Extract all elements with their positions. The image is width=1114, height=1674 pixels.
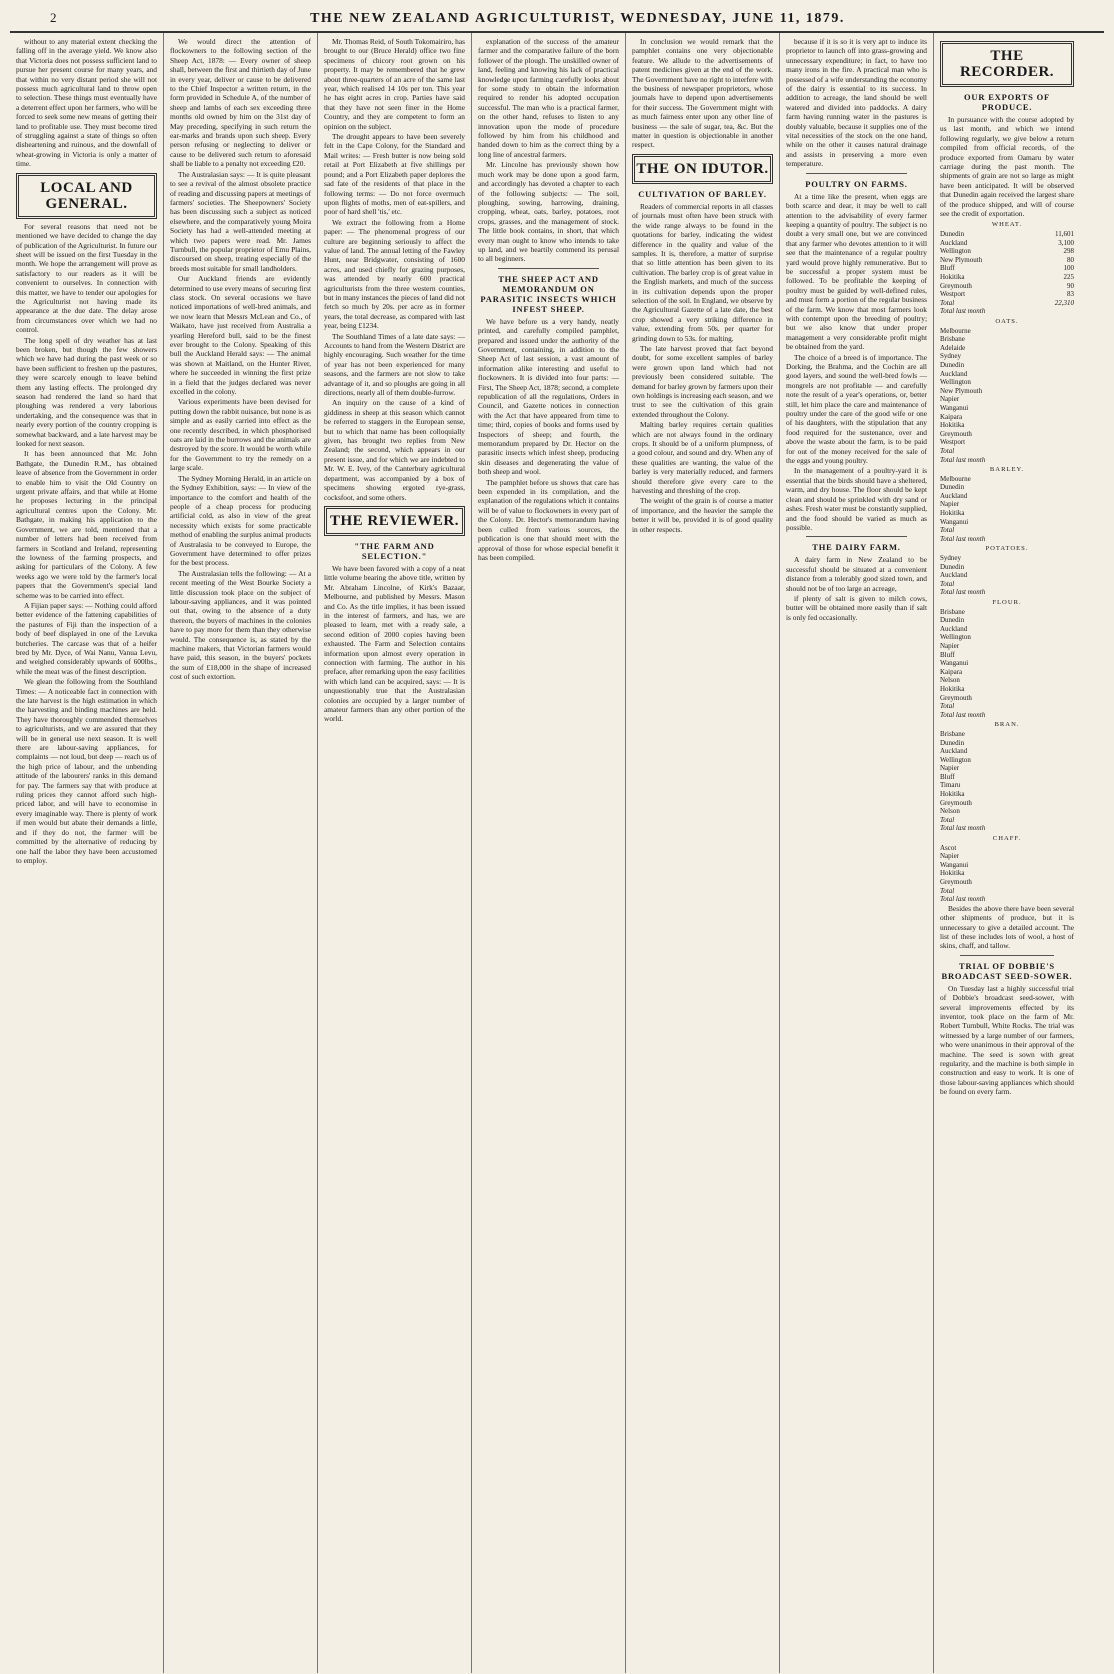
table-row: Greymouth 90 xyxy=(940,281,1074,290)
table-row: Napier xyxy=(940,641,960,650)
article-paragraph: The weight of the grain is of course a matter of importance, and the heavier the sample the better it will be, provided it is of good quality in other respects. xyxy=(632,496,773,534)
column-2 xyxy=(164,33,318,1673)
table-row: Napier xyxy=(940,395,960,404)
article-paragraph: Mr. Lincolne has previously shown how much work may be done upon a good farm, and accordingly has devoted a chapter to each of the following subjects: — The soil, ploughing, sowing, harrowing, draining, cropping, wheat, oats, barley, potatoes, root crops, grasses, and the management of stock. The little book contains, in short, that which every man ought to know who intends to take up land, and we heartily commend its perusal to all beginners. xyxy=(478,160,619,264)
section-heading-editor: THE ON IDUTOR. xyxy=(632,154,773,184)
table-row: Auckland xyxy=(940,571,968,580)
table-row: Hokitika xyxy=(940,421,965,430)
table-row: Ascot xyxy=(940,843,957,852)
table-total-row: Total 22,310 xyxy=(940,298,1074,307)
table-row: Napier xyxy=(940,852,960,861)
table-row: Greymouth xyxy=(940,798,972,807)
table-row: Bluff 100 xyxy=(940,264,1074,273)
table-row: Greymouth xyxy=(940,878,972,886)
column-5 xyxy=(626,33,780,1673)
article-paragraph: because if it is so it is very apt to induce its proprietor to launch off into grass-growing and unnecessary expenditure; in fact, to have too many irons in the fire. A practical man who is possessed of a wife understanding the economy of the dairy is essential to its success. In addition to acreage, the land should be well watered and divided into paddocks. A dairy farm having running water in the pastures is doubly valuable, because it supplies one of the vital necessities of the stock on the one hand, while on the other it causes natural drainage and assists in preserving a more even temperature. xyxy=(786,37,927,169)
article-paragraph: The long spell of dry weather has at last been broken, but though the few showers which we have had during the past week or so have been sufficient to freshen up the pastures, they were scarcely enough to leave behind them any lasting effects. The prolonged dry season had rendered the land so hard that ploughing was rendered a very laborious undertaking, and the consequence was that in nearly every portion of the country cropping is somewhat backward, and a late harvest may be looked for next season. xyxy=(16,335,157,449)
table-row: Wanganui xyxy=(940,403,969,412)
table-total-row: Total last month xyxy=(940,588,986,597)
table-row: Dunedin 11,601 xyxy=(940,230,1074,239)
article-paragraph: We would direct the attention of flockowners to the following section of the Sheep Act, 1878: — Every owner of sheep shall, between the first and thirtieth day of June in every year, deliver or cause to be delivered to the Chief Inspector a written return, in the form provided in Schedule A, of the number of sheep and lambs of each sex exceeding three months old owned by him on the 31st day of May preceding, specifying in such return the ear-marks and brands upon such sheep. Every person refusing or neglecting to deliver or cause to be delivered such return to aforesaid shall be liable to a penalty not exceeding £20. xyxy=(170,37,311,169)
article-paragraph: The Southland Times of a late date says: — Accounts to hand from the Western District are highly encouraging. Such weather for the time of year has not been experienced for many seasons, and the farmers are not slow to take advantage of it, and so ploughs are going in all directions, nearly all of them double-furrow. xyxy=(324,331,465,398)
table-row: Wellington xyxy=(940,755,971,764)
article-paragraph: Various experiments have been devised for putting down the rabbit nuisance, but none is as simple and as easily carried into effect as the one recently described, in which phosphorised oats are laid in the burrows and the animals are destroyed by the score. It would be worth while for the Government to try the remedy on a large scale. xyxy=(170,397,312,473)
table-row: Auckland xyxy=(940,369,968,378)
article-subheading: OUR EXPORTS OF PRODUCE. xyxy=(964,92,1050,112)
table-row: Auckland xyxy=(940,624,968,633)
table-total-row: Total last month xyxy=(940,710,986,719)
table-row: Dunedin xyxy=(940,562,965,571)
table-row: Westport xyxy=(940,438,966,447)
article-paragraph: The Sydney Morning Herald, in an article on the Sydney Exhibition, says: — In view of the importance to the comfort and health of the people of a cheap process for producing artificial cold, as also in view of the great necessity which exists for some practicable method of enabling the surplus animal products of Australasia to be conveyed to Europe, the Government have determined to offer prizes for the best process. xyxy=(170,473,311,568)
table-row: Hokitika xyxy=(940,869,965,878)
article-paragraph: A dairy farm in New Zealand to be successful should be situated at a convenient distance from a tolerably good sized town, and should not be of too large an acreage, xyxy=(786,555,927,593)
table-row: Greymouth xyxy=(940,693,972,702)
table-row: Napier xyxy=(940,764,960,773)
table-row: Wellington xyxy=(940,633,971,642)
table-row: Auckland xyxy=(940,491,968,500)
article-paragraph: The late harvest proved that fact beyond doubt, for some excellent samples of barley were grown upon land which had not previously been considered suitable. The demand for barley grown by farmers upon their own holdings is increasing each season, and we trust to see the cultivation of this grain extended throughout the Colony. xyxy=(632,343,773,419)
table-row: Hokitika xyxy=(940,790,965,799)
table-row: Kaipara xyxy=(940,667,963,676)
article-paragraph: if plenty of salt is given to milch cows, butter will be obtained more easily than if salt is only fed occasionally. xyxy=(786,593,927,622)
article-subheading: "THE FARM AND SELECTION." xyxy=(354,540,435,561)
article-paragraph: A Fijian paper says: — Nothing could afford better evidence of the fattening capabilities of the pastures of Fiji than the inspection of a body of beef displayed in one of the Levuka butcheries. The carcase was that of a heifer bred by Mr. Dyce, of Wai Nanu, Vanua Levu, and weighed considerably upwards of 600lbs., while the meat was of the finest description. xyxy=(16,600,157,676)
article-subheading: CULTIVATION OF BARLEY. xyxy=(638,188,767,199)
table-row: Melbourne xyxy=(940,474,971,483)
column-1 xyxy=(10,33,164,1673)
article-paragraph: We glean the following from the Southland Times: — A noticeable fact in connection with the late harvest is the high estimation in which the harvesting and binding machines are held. They have thoroughly commended themselves to agriculturists, and we are assured that they will be in general use next season. It is well there are labour-saving appliances, for complaints — not loud, but deep — reach us of the high price of labour, and the unbending attitude of the labourers' ranks in this demand for pay. The farmers say that with produce at ruling prices they cannot afford such high-priced labor, and will have to economise in every imaginable way. There is plenty of work if men would but abate their demands a little, and if they do not, the farmer will be committed by the alternative of reducing by one half the labor they have been accustomed to employ. xyxy=(16,677,157,865)
table-row: Bluff xyxy=(940,772,955,781)
table-row: Hokitika xyxy=(940,684,965,693)
table-row: Bluff xyxy=(940,650,955,659)
table-section-heading: BARLEY. xyxy=(989,466,1025,474)
section-heading-local-and-general: LOCAL AND GENERAL. xyxy=(16,173,157,219)
article-paragraph: Mr. Thomas Reid, of South Tokomairiro, has brought to our (Bruce Herald) office two fine specimens of chicory root grown on his property. It may be remembered that he grew about three-quarters of an acre of the same last year, which realised 14 10s per ton. This year he has eight acres in crop. Parties have said that they have not seen finer in the Home Country, and they are competent to form an opinion on the subject. xyxy=(324,37,465,131)
table-row: Auckland xyxy=(940,747,968,756)
table-row: Wanganui xyxy=(940,517,969,526)
table-row: Sydney xyxy=(940,352,961,361)
table-row: Dunedin xyxy=(940,738,965,747)
table-row: Greymouth xyxy=(940,429,972,438)
article-paragraph: It has been announced that Mr. John Bathgate, the Dunedin R.M., has obtained leave of absence from the Government in order to enable him to visit the Old Country on urgent private affairs, and that while at Home he proposes lecturing in the principal agricultural centres upon the Colony. Mr. Bathgate, in making his application to the Government, we are told, mentioned that a number of letters had been received from farmers in Scotland and Ireland, representing the lowness of the farming prospects, and asking for particulars of the Colony. A few weeks ago we were told by the farmer's local papers that the Government's special land scheme was to be carried into effect. xyxy=(16,449,157,600)
article-paragraph: We have been favored with a copy of a neat little volume bearing the above title, written by Mr. Abraham Lincolne, of Kirk's Bazaar, Melbourne, and published by Messrs. Mason and Co. As the title implies, it has been issued in the interest of farmers, and has, we are pleased to learn, met with a ready sale, a second edition of 2000 copies having been exhausted. The Farm and Selection contains information upon almost every operation in connection with farming. The author in his preface, after remarking upon the easy facilities with which land can be acquired, says: — It is unquestionably true that the Australasian colonies are occupied by a larger number of amateur farmers than any other portion of the world. xyxy=(324,563,465,724)
table-row: Kaipara xyxy=(940,412,963,421)
table-total-row: Total last month xyxy=(940,824,986,833)
table-row: Dunedin xyxy=(940,483,965,492)
table-total-row: Total xyxy=(940,526,955,535)
article-subheading: TRIAL OF DOBBIE'S BROADCAST SEED-SOWER. xyxy=(941,960,1073,981)
table-row: Melbourne xyxy=(940,326,971,335)
column-6 xyxy=(780,33,934,1673)
article-paragraph: In the management of a poultry-yard it is essential that the birds should have a sheltered, warm, and dry house. The floor should be kept clean and should be sprinkled with dry sand or ashes. Fresh water must be constantly supplied, and the food should be varied as much as possible. xyxy=(786,466,927,532)
article-paragraph: The choice of a breed is of importance. The Dorking, the Brahma, and the Cochin are all good layers, and sound the well-bred fowls — mongrels are not profitable — and carefully note the result of a year's operations, or, better still, let him place the care and maintenance of poultry under the care of the good wife or one of his daughters, with the stipulation that any food required for the sustenance, over and above the waste about the farm, is to be paid for out of the money received for the sale of the eggs and young poultry. xyxy=(786,352,927,466)
page-number: 2 xyxy=(50,10,57,25)
table-row: New Plymouth 80 xyxy=(940,255,1074,264)
table-row: New Plymouth xyxy=(940,386,983,395)
section-heading-recorder: THE RECORDER. xyxy=(940,41,1074,87)
table-row: Auckland 3,100 xyxy=(940,238,1074,247)
table-section-heading: OATS. xyxy=(995,318,1019,325)
masthead xyxy=(10,8,1104,33)
table-row: Sydney xyxy=(940,554,961,563)
column-3 xyxy=(318,33,472,1673)
table-total-row: Total xyxy=(940,815,955,824)
article-paragraph: At a time like the present, when eggs are both scarce and dear, it may be well to call attention to the advisability of every farmer keeping a quantity of poultry. The subject is no doubt a very small one, but we are convinced that any farmer who devotes attention to it will see that the maintenance of a regular poultry yard would prove highly remunerative. But to be successful a proper system must be followed. To be profitable the keeping of poultry must be guided by well-defined rules, and must form a portion of the regular business of the farm. We know that most farmers look with contempt upon the breeding of poultry; but we also know that under proper management a very considerable profit might be obtained from the yard. xyxy=(786,191,927,352)
table-row: Brisbane xyxy=(940,335,965,344)
table-total-row: Total xyxy=(940,446,955,455)
table-total-row: Total last month xyxy=(940,307,986,316)
masthead-title: THE NEW ZEALAND AGRICULTURIST, WEDNESDAY, JUNE 11, 1879. xyxy=(310,11,845,26)
table-section-heading: BRAN. xyxy=(994,721,1020,729)
article-paragraph: For several reasons that need not be mentioned we have decided to change the day of publication of the Agriculturist. In future our sheet will be issued on the first Tuesday in the month. We hope the arrangement will prove as satisfactory to our readers as it will be convenient to ourselves. In connection with this matter, we have to tender our apologies for the Agriculturist not having made its appearance at the due date. The delay arose from circumstances over which we had no control. xyxy=(16,221,157,335)
table-section-heading: WHEAT. xyxy=(991,221,1023,229)
article-subheading: POULTRY ON FARMS. xyxy=(805,178,908,189)
article-paragraph: The Australasian says: — It is quite pleasant to see a revival of the almost obsolete practice of reading and discussing papers at meetings of farmers' societies. The Sheepowners' Society has been discussing such a subject as noticed elsewhere, and the comparatively young Moira Society has had a well-attended meeting at which two papers were read. Mr. James Turnbull, the popular proprietor of Emu Plains, discoursed on sheep, treating especially of the breeds most suitable for small landholders. xyxy=(170,169,311,273)
article-paragraph: An inquiry on the cause of a kind of giddiness in sheep at this season which cannot be referred to staggers in the European sense, but to which that name has been colloquially given, has brought two replies from New Zealand; the second, which appears in our present issue, and for which we are indebted to Mr. W. E. Ivey, of the Canterbury agricultural department, was accompanied by a box of specimens showing ergoted rye-grass, cocksfoot, and some others. xyxy=(324,398,465,502)
article-paragraph: In conclusion we would remark that the pamphlet contains one very objectionable feature. We allude to the advertisements of patent medicines given at the end of the work. The Government have no right to interfere with the business of newspaper proprietors, whose journals have to depend upon advertisements for their success. The Government might with as much fairness enter upon any other line of business — the sale of sugar, tea, &c. But the matter in question is objectionable in another respect. xyxy=(632,37,773,150)
divider xyxy=(960,955,1054,956)
table-row: Westport 83 xyxy=(940,290,1074,299)
column-7 xyxy=(934,33,1080,1673)
table-total-row: Total last month xyxy=(940,455,986,464)
divider xyxy=(806,173,907,174)
table-section-heading: POTATOES. xyxy=(985,545,1029,553)
table-row: Wanganui xyxy=(940,860,969,869)
article-paragraph: We extract the following from a Home paper: — The phenomenal progress of our culture are beginning seriously to affect the value of land. The annual letting of the Fawley Hunt, near Bridgwater, consisting of 1600 acres, and used chiefly for grazing purposes, was attended by nearly 600 practical agriculturists from the three western counties, but in many instances the pieces of land did not fetch so much by 20s. per acre as in former years, the total decrease, as compared with last year, being £1234. xyxy=(324,217,465,331)
table-row: Wanganui xyxy=(940,659,969,668)
article-paragraph: The drought appears to have been severely felt in the Cape Colony, for the Standard and Mail writes: — Fresh butter is now being sold retail at Port Elizabeth at five shillings per pound; and a Port Elizabeth paper deplores the sad fate of the residents of that place in the following terms: — Do not force overmuch upon flights of moths, men of eat-spillers, and poor of hard shell 'tis,' etc. xyxy=(324,132,465,217)
table-row: Dunedin xyxy=(940,616,965,625)
table-row: Timaru xyxy=(940,781,961,790)
article-paragraph: Malting barley requires certain qualities which are not always found in the ordinary crops. It should be of a uniform plumpness, of a good colour, and sound and dry. When any of these qualities are wanting, the value of the barley is very materially reduced, and farmers should therefore give every care to the harvesting and threshing of the crop. xyxy=(632,420,773,496)
table-row: Hokitika xyxy=(940,509,965,518)
table-total-row: Total xyxy=(940,579,955,588)
table-row: Dunedin xyxy=(940,360,965,369)
article-paragraph: In pursuance with the course adopted by us last month, and which we intend following regularly, we give below a return compiled from official records, of the produce exported from Oamaru by water carriage during the past month. The shipments of grain are not so large as might have been anticipated. It will be observed that Dunedin again received the largest share of the produce shipped, and will of course see the credit of exportation. xyxy=(940,115,1074,219)
divider xyxy=(498,268,599,269)
table-row: Brisbane xyxy=(940,729,965,738)
article-subheading: THE SHEEP ACT AND MEMORANDUM ON PARASITIC INSECTS WHICH INFEST SHEEP. xyxy=(480,273,617,314)
article-paragraph: We have before us a very handy, neatly printed, and carefully compiled pamphlet, prepared and issued under the authority of the Government, containing, in addition to the Sheep Act of last session, a vast amount of information alike interesting and useful to flockowners. It is divided into four parts: — First, The Sheep Act, 1878; second, a complete republication of all the regulations, Orders in Council, and Gazette notices in connection with the Act that have appeared from time to time; third, copies of books and forms used by Inspectors of sheep; and fourth, the memorandum prepared by Dr. Hector on the parasitic insects which infest sheep, producing skin diseases and degenerating the value of both sheep and wool. xyxy=(478,316,619,477)
article-paragraph: Besides the above there have been several other shipments of produce, but it is unnecessary to give a detailed account. The list of these includes lots of wool, a host of skins, chaff, and tallow. xyxy=(940,903,1074,951)
table-total-row: Total last month xyxy=(940,534,986,543)
article-paragraph: The Australasian tells the following: — At a recent meeting of the West Bourke Society a little discussion took place on the subject of labour-saving appliances, and it was pointed out that, owing to the absence of a duty thereon, the buyers of machines in the colonies have to pay more for them than they otherwise would. The consequence is, as stated by the machine makers, that Victorian farmers would have paid, this season, in the buyers' pockets the sum of £18,000 in the shape of increased cost of such extortion. xyxy=(170,568,311,682)
article-paragraph: Our Auckland friends are evidently determined to use every means of securing first class stock. On several occasions we have noticed importations of well-bred animals, and we now learn that Messrs McLean and Co., of Waikato, have just received from Australia a yearling Hereford bull, said to be the finest ever brought to the Colony. Speaking of this bull the Auckland Herald says: — The animal was shown at Maitland, on the Hunter River, where he succeeded in winning the first prize in a field that the judges declared was never excelled in the colony. xyxy=(170,274,311,397)
table-row: Nelson xyxy=(940,676,960,685)
table-section-heading: FLOUR. xyxy=(992,599,1022,606)
table-row: Brisbane xyxy=(940,607,965,616)
article-paragraph: On Tuesday last a highly successful trial of Dobbie's broadcast seed-sower, with several improvements effected by its inventor, took place on the farm of Mr. Robert Turnbull, White Rocks. The trial was witnessed by a large number of our farmers, who were unanimous in their approval of the machine. The seed is sown with great regularity, and the machine is both simple in construction and easy to work. It is one of those labour-saving appliances which should be found on every farm. xyxy=(940,983,1074,1097)
article-paragraph: explanation of the success of the amateur farmer and the comparative failure of the born follower of the plough. The unskilled owner of land, feeling and knowing his lack of practical knowledge upon farming carefully looks about for some study to obtain the information required to render his adopted occupation successful. The man who is a practical farmer, on the other hand, refuses to listen to any innovation upon the mode of procedure followed by him from his childhood and handed down to him as the correct thing by a long line of ancestral farmers. xyxy=(478,37,619,159)
table-row: Napier xyxy=(940,500,960,509)
table-total-row: Total last month xyxy=(940,895,986,904)
table-section-heading: CHAFF. xyxy=(992,835,1022,843)
table-row: Hokitika 225 xyxy=(940,273,1074,282)
article-subheading: THE DAIRY FARM. xyxy=(812,542,901,553)
exports-table xyxy=(940,219,1074,903)
section-heading-reviewer: THE REVIEWER. xyxy=(324,506,465,536)
table-total-row: Total xyxy=(940,702,955,711)
table-total-row: Total xyxy=(940,886,955,895)
article-paragraph: without to any material extent checking the falling off in the average yield. We know also that Victoria does not possess sufficient land to pursue her present course for many years, and that within no very distant period she will not possess much agricultural land to throw open to selection. These things must eventually have a deterrent effect upon her farmers, who will be forced to seek some new means of getting their land to profitable use. They must become tired of struggling against a state of things so often disheartening and ruinous, and the downfall of wheat-growing in Victoria is only a matter of time. xyxy=(16,37,157,169)
column-4 xyxy=(472,33,626,1673)
table-row: Nelson xyxy=(940,807,960,816)
table-row: Adelaide xyxy=(940,343,966,352)
table-row: Wellington 298 xyxy=(940,247,1074,256)
columns xyxy=(10,33,1104,1673)
article-paragraph: The pamphlet before us shows that care has been expended in its compilation, and the explanation of the regulations which it contains will be of value to flockowners in every part of the Colony. Dr. Hector's memorandum having been culled from various sources, the publication is one that should meet with the approval of those for whose especial benefit it has been compiled. xyxy=(478,477,619,562)
table-row: Wellington xyxy=(940,378,971,387)
article-paragraph: Readers of commercial reports in all classes of journals must often have been struck with the wide range always to be found in the quotations for barley, indicating the widest difference in the quality and value of the samples. It is, therefore, a matter of surprise that so little attention has been given to its cultivation. The barley crop is of great value in the English markets, and much of the success in its cultivation depends upon the proper selection of the soil. In England, we observe by the Agricultural Gazette of a late date, the best crop showed a very striking difference in value, extending from 50s. per quarter for grinding down to 53s. for malting. xyxy=(632,201,773,343)
divider xyxy=(806,536,907,537)
